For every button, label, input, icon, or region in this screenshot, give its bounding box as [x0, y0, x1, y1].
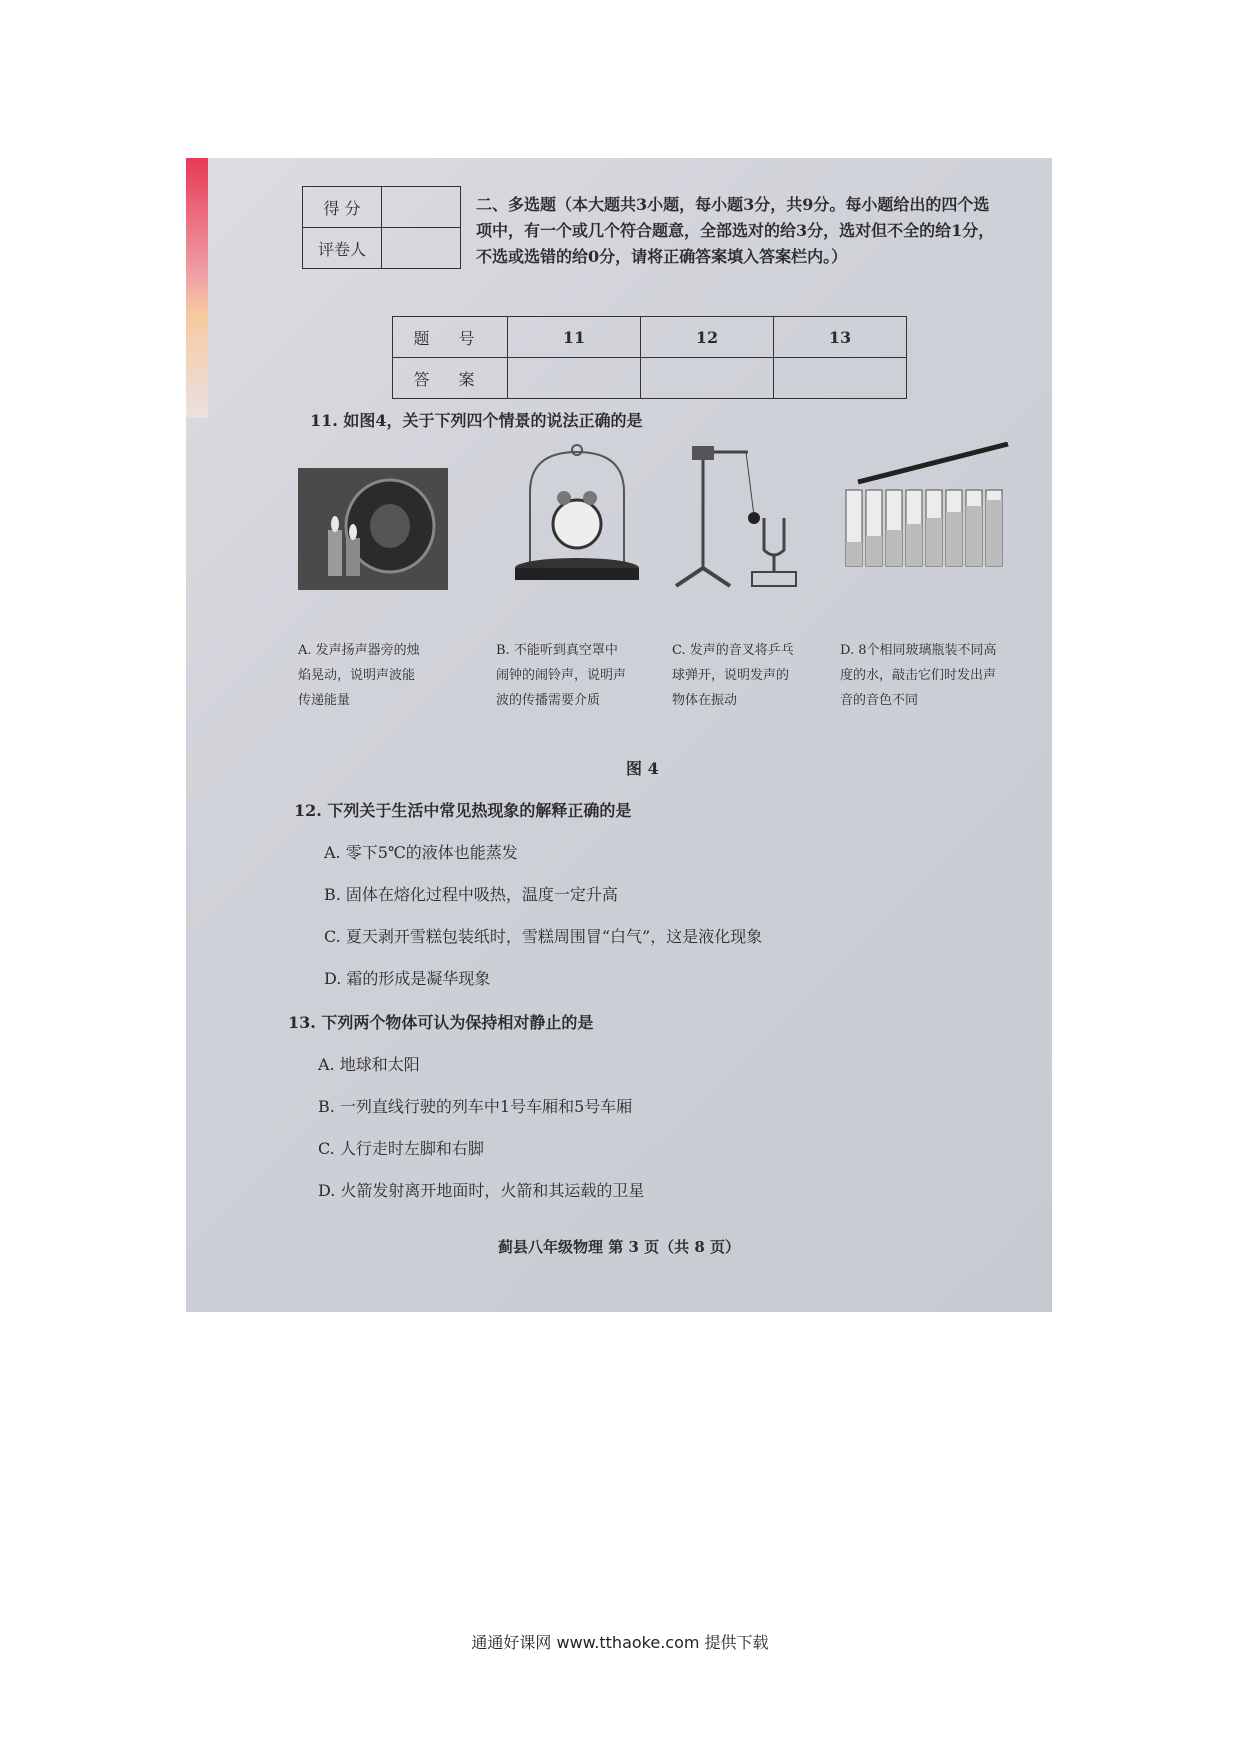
question-13-stem: 13. 下列两个物体可认为保持相对静止的是 — [288, 1013, 594, 1032]
answer-cell-12 — [641, 358, 774, 399]
q12-option-c: C. 夏天剥开雪糕包装纸时，雪糕周围冒“白气”，这是液化现象 — [324, 927, 763, 946]
site-credit: 通通好课网 www.tthaoke.com 提供下载 — [471, 1633, 769, 1652]
figure-4-label: 图 4 — [626, 759, 659, 778]
answer-table-header: 题 号 — [393, 317, 508, 358]
bottles-figure — [840, 442, 1010, 592]
question-number-11: 11 — [508, 317, 641, 358]
page-footer: 蓟县八年级物理 第 3 页（共 8 页） — [498, 1238, 740, 1256]
exam-photo — [186, 158, 1052, 1312]
caption-b: B. 不能听到真空罩中闹钟的闹铃声，说明声波的传播需要介质 — [496, 643, 627, 708]
caption-d: D. 8个相同玻璃瓶装不同高度的水，敲击它们时发出声音的音色不同 — [840, 643, 997, 708]
caption-a: A. 发声扬声器旁的烛焰晃动，说明声波能传递能量 — [298, 643, 420, 708]
grader-label: 评卷人 — [303, 228, 382, 269]
q12-option-a: A. 零下5℃的液体也能蒸发 — [324, 843, 518, 862]
question-11-stem: 11. 如图4，关于下列四个情景的说法正确的是 — [310, 411, 643, 430]
question-number-13: 13 — [774, 317, 907, 358]
q13-option-d: D. 火箭发射离开地面时，火箭和其运载的卫星 — [318, 1181, 645, 1200]
answer-cell-13 — [774, 358, 907, 399]
question-12-stem: 12. 下列关于生活中常见热现象的解释正确的是 — [294, 801, 632, 820]
vacuum-bell-figure — [512, 442, 642, 592]
q13-option-b: B. 一列直线行驶的列车中1号车厢和5号车厢 — [318, 1097, 633, 1116]
tuning-fork-figure — [668, 438, 818, 598]
caption-c: C. 发声的音叉将乒乓球弹开，说明发声的物体在振动 — [672, 643, 794, 708]
q13-option-c: C. 人行走时左脚和右脚 — [318, 1139, 484, 1158]
exam-paper — [186, 158, 1052, 1312]
q13-option-a: A. 地球和太阳 — [318, 1055, 420, 1074]
q12-option-b: B. 固体在熔化过程中吸热，温度一定升高 — [324, 885, 618, 904]
question-number-12: 12 — [641, 317, 774, 358]
score-label: 得 分 — [303, 187, 382, 228]
q12-option-d: D. 霜的形成是凝华现象 — [324, 969, 491, 988]
answer-table — [392, 316, 907, 399]
section-title: 二、多选题（本大题共3小题，每小题3分，共9分。每小题给出的四个选项中，有一个或几个符合题意，全部选对的给3分，选对但不全的给1分，不选或选错的给0分，请将正确答案填入答案栏内。） — [476, 195, 995, 266]
speaker-candle-figure — [298, 468, 448, 590]
answer-row-label: 答 案 — [393, 358, 508, 399]
answer-cell-11 — [508, 358, 641, 399]
score-table — [302, 186, 461, 269]
